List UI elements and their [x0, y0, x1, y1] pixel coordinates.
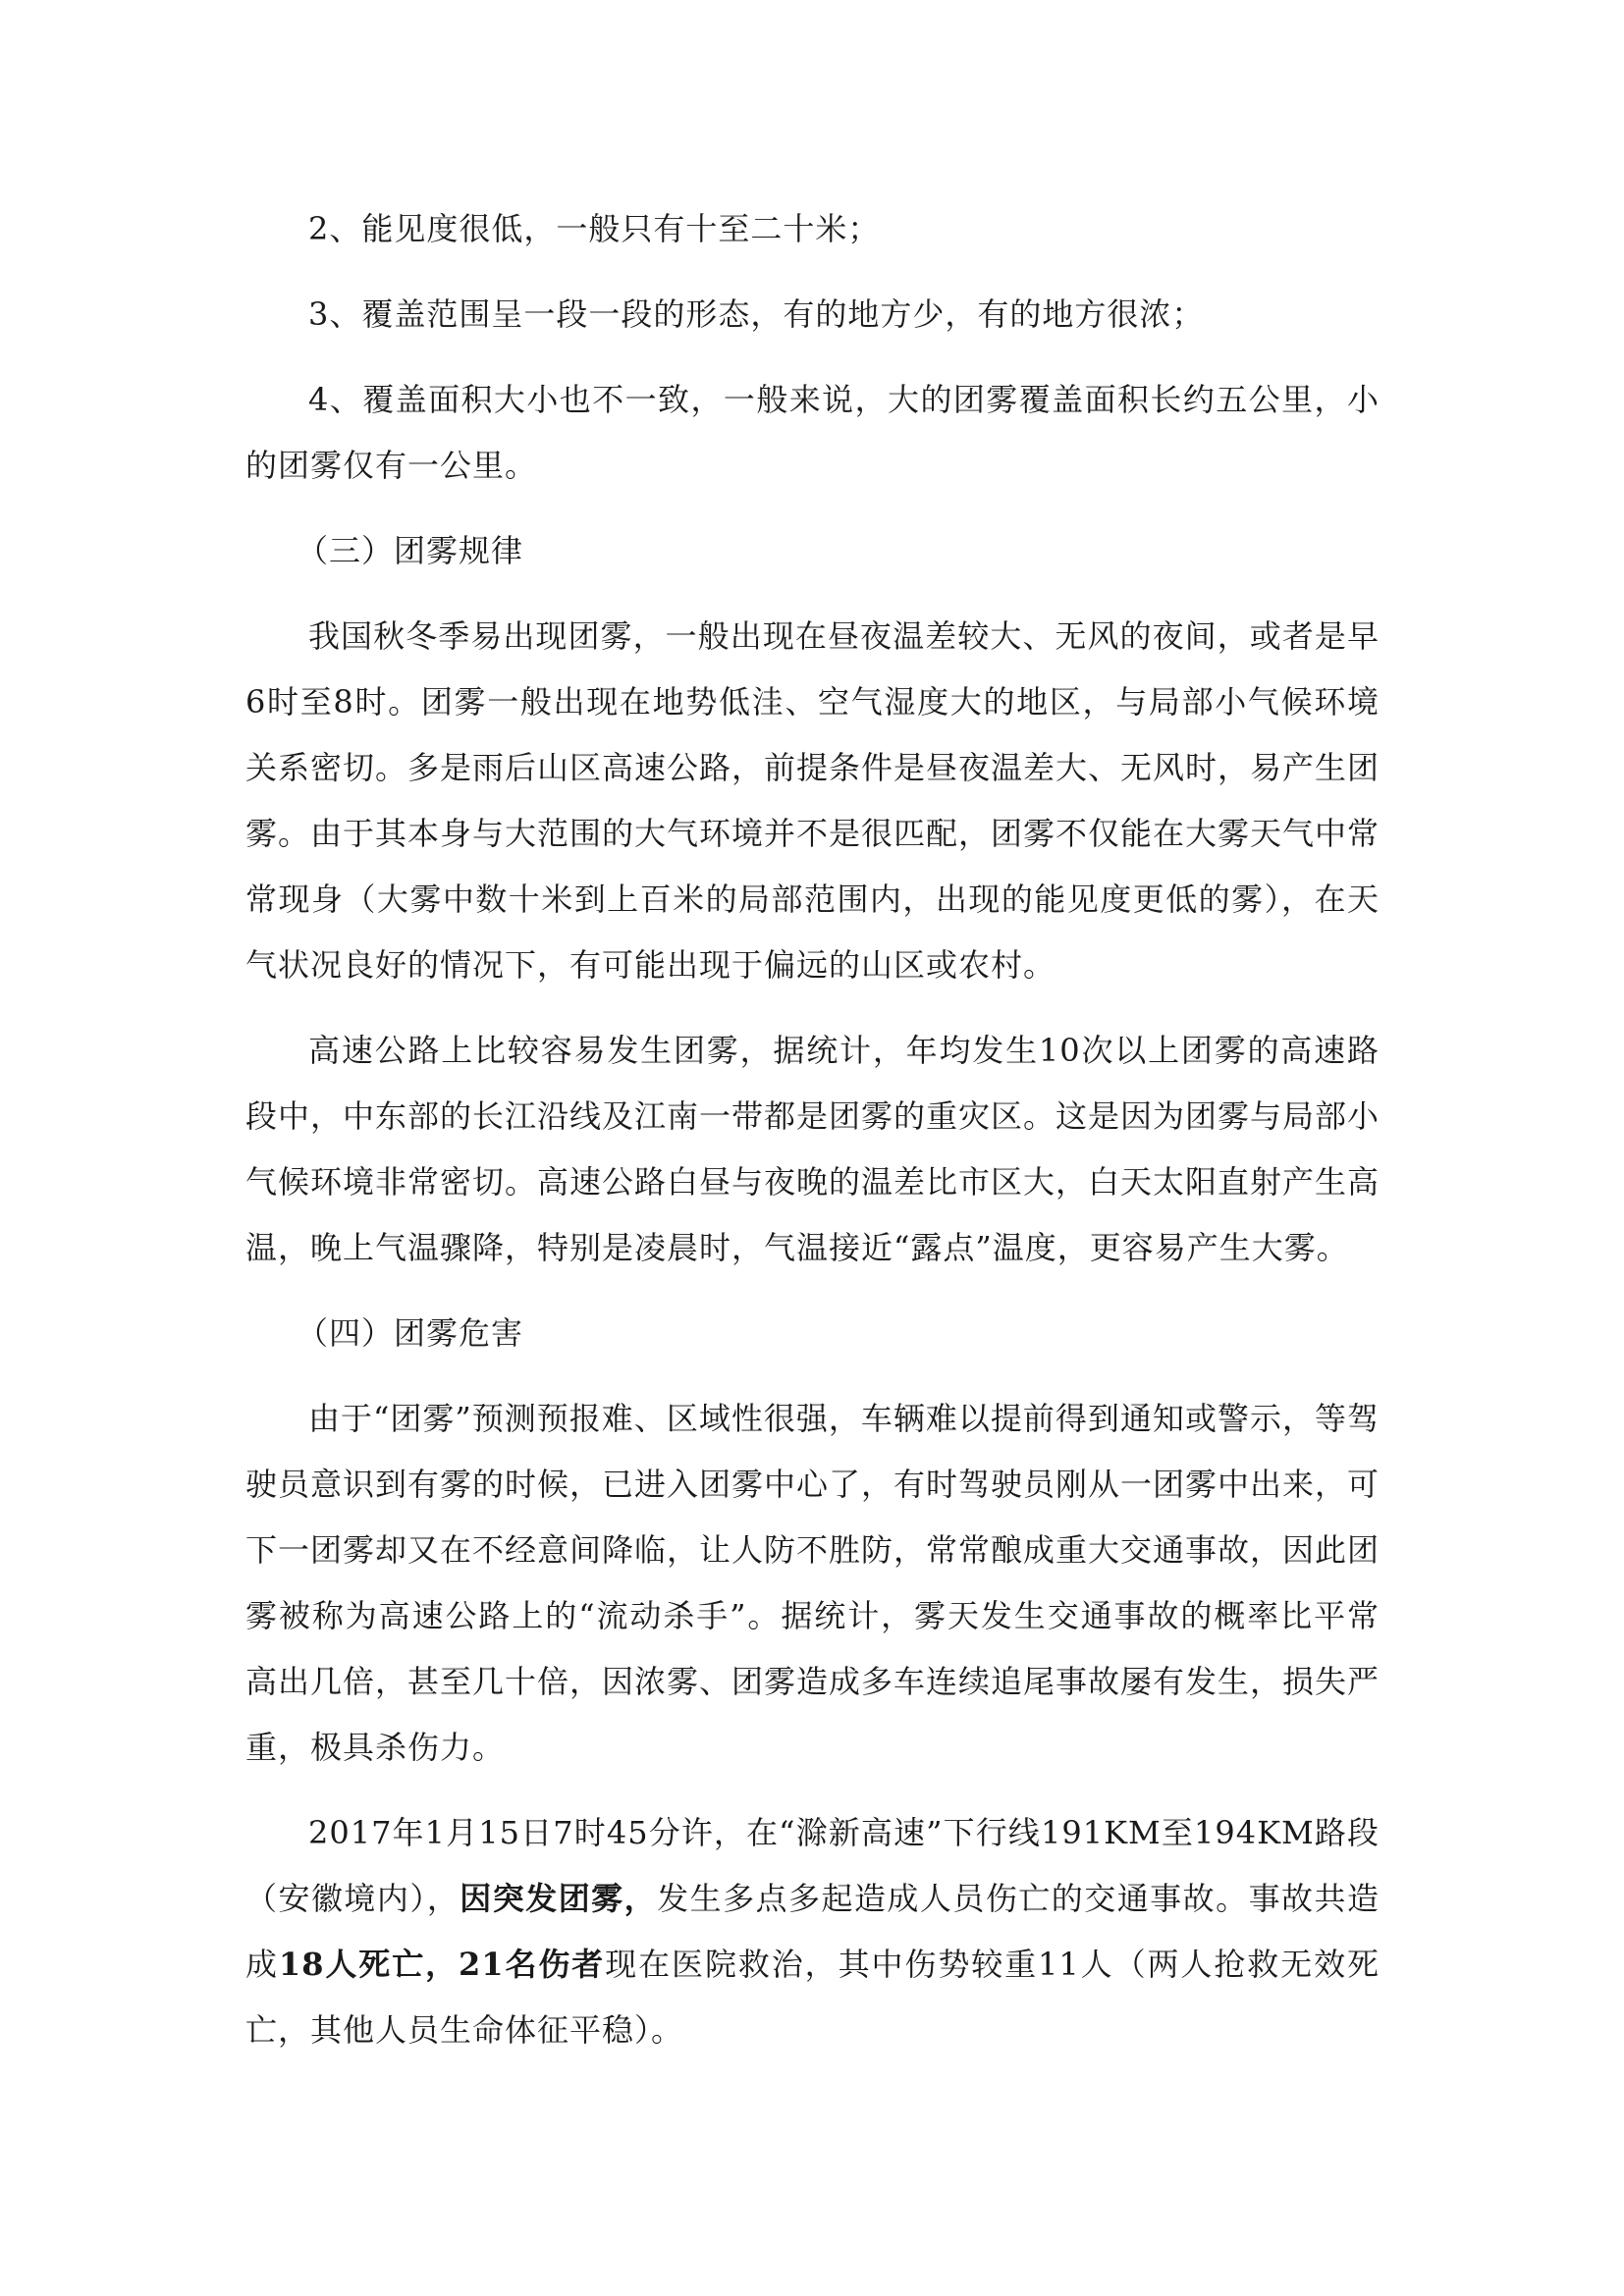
list-item-coverage-shape: 3、覆盖范围呈一段一段的形态，有的地方少，有的地方很浓； [308, 295, 1205, 333]
list-item-visibility: 2、能见度很低，一般只有十至二十米； [308, 210, 881, 247]
section-heading-patterns: （三）团雾规律 [297, 532, 524, 569]
paragraph-highway-fog: 高速公路上比较容易发生团雾，据统计，年均发生10次以上团雾的高速路段中，中东部的长江沿线及江南一带都是团雾的重灾区。这是因为团雾与局部小气候环境非常密切。高速公路白昼与夜晚的温差比市区大，白天太阳直射产生高温，晚上气温骤降，特别是凌晨时，气温接近“露点”温度，更容易产生大雾。 [245, 1032, 1380, 1266]
incident-text-3: 现在医院救治，其中伤势较重11人（两人抢救无效死亡，其他人员生命体征平稳）。 [245, 1946, 1380, 2049]
paragraph-incident-report [245, 1800, 1380, 2063]
list-item-coverage-area: 4、覆盖面积大小也不一致，一般来说，大的团雾覆盖面积长约五公里，小的团雾仅有一公里。 [245, 381, 1380, 484]
incident-bold-cause: 因突发团雾， [460, 1880, 658, 1917]
section-heading-hazards: （四）团雾危害 [297, 1314, 524, 1352]
page-content [245, 196, 1380, 2063]
paragraph-fog-hazards: 由于“团雾”预测预报难、区域性很强，车辆难以提前得到通知或警示，等驾驶员意识到有雾的时候，已进入团雾中心了，有时驾驶员刚从一团雾中出来，可下一团雾却又在不经意间降临，让人防不胜防，常常酿成重大交通事故，因此团雾被称为高速公路上的“流动杀手”。据统计，雾天发生交通事故的概率比平常高出几倍，甚至几十倍，因浓雾、团雾造成多车连续追尾事故屡有发生，损失严重，极具杀伤力。 [245, 1400, 1380, 1766]
incident-bold-casualties: 18人死亡，21名伤者 [278, 1946, 606, 1983]
paragraph-fog-patterns: 我国秋冬季易出现团雾，一般出现在昼夜温差较大、无风的夜间，或者是早6时至8时。团雾一般出现在地势低洼、空气湿度大的地区，与局部小气候环境关系密切。多是雨后山区高速公路，前提条件是昼夜温差大、无风时，易产生团雾。由于其本身与大范围的大气环境并不是很匹配，团雾不仅能在大雾天气中常常现身（大雾中数十米到上百米的局部范围内，出现的能见度更低的雾），在天气状况良好的情况下，有可能出现于偏远的山区或农村。 [245, 617, 1380, 984]
incident-text-1: 2017年1月15日7时45分许，在“滁新高速”下行线191KM至194KM路段（安徽境内）， [245, 1814, 1380, 1917]
incident-text-2: 发生多点多起造成人员伤亡的交通事故。事故共造成 [245, 1880, 1380, 1983]
